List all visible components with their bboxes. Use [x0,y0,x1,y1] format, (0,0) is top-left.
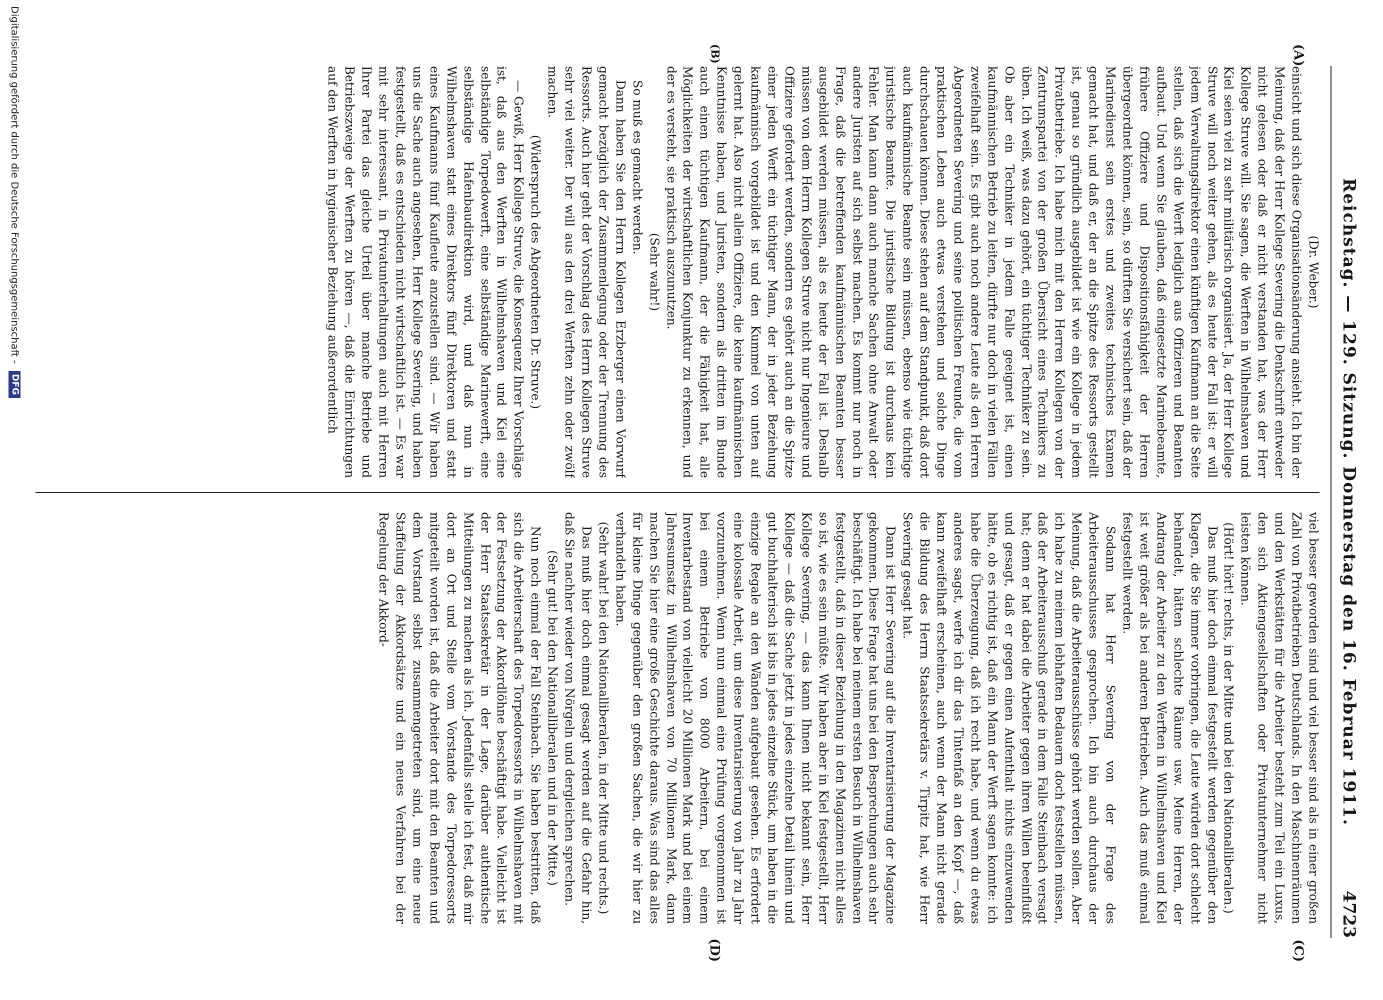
margin-mark-a: (A) [1290,44,1305,67]
paragraph: Sodann hat Herr Severing von der Frage des Arbeiterausschusses gesprochen. Ich bin auch durchaus der Meinung, daß die Arbeiterausschüsse gehört werden sollen. Aber ich habe zu meinem lebhaften Bedauern doch feststellen müssen, daß der Arbeiterausschuß gerade in dem Falle Steinbach versagt hat; denn er hat dabei die Arbeiter gegen ihren Willen beeinflußt und gesagt, daß er gegen einen Aufenthalt nichts einzuwenden hätte, ob es richtig ist, daß ein Mann der Werft sagen konnte: ich habe die Überzeugung, daß ich recht habe, und wenn du etwas anderes sagst, werfe ich dir das Tintenfaß an den Kopf —, daß kann zweifelhaft erscheinen, auch wenn der Mann nicht gerade die Bildung des Herrn Staatssekretärs v. Tirpitz hat, wie Herr Severing gesagt hat. [900,512,1118,924]
dfg-logo: DFG [8,371,20,398]
reaction: (Sehr wahr!) [646,232,661,312]
paragraph: Das muß hier doch einmal gesagt werden auf die Gefahr hin, daß Sie nachher wieder von Nörgeln und dergleichen sprechen. [562,512,594,924]
speaker-label: (Dr. Weber.) [1306,235,1320,309]
page-title: Reichstag. — 129. Sitzung. Donnerstag den 16. Februar 1911. [1338,178,1358,826]
column-divider [35,492,1319,493]
paragraph: Nun noch einmal der Fall Steinbach. Sie haben bestritten, daß sich die Arbeiterschaft des Torpedoressorts in Wilhelmshaven mit der Festsetzung der Akkordlöhne beschäftigt habe. Vielleicht ist der Herr Staatssekretär in der Lage, darüber authentische Mitteilungen zu machen als ich. Jedenfalls stelle ich fest, daß mir dort an Ort und Stelle vom Vorstande des Torpedoressorts mitgeteilt worden ist, daß die Arbeiter dort mit den Beamten und dem Vorstand selbst zusammengetreten sind, um eine neue Staffelung der Akkordsätze und ein neues Verfahren bei der Regelung der Akkord- [376,512,543,924]
paragraph: So muß es gemacht werden. [629,80,644,255]
page-header [1330,66,1361,938]
reaction: (Sehr wahr! bei den Nationalliberalen, in der Mitte und rechts.) [595,521,610,915]
reaction: (Hört! hört! rechts, in der Mitte und bei den Nationalliberalen.) [1221,522,1236,914]
newspaper-page [35,44,1361,962]
paragraph: — Gewiß, Herr Kollege Struve, die Konsequenz Ihrer Vorschläge ist, daß aus den Werften in Wilhelmshaven und Kiel eine selbständige Torpedowerft, eine selbständige Marinewerft, eine selbständige Hafenbaudirektion wird, und daß nun in Wilhelmshaven statt eines Direktors fünf Direktoren und statt eines Kaufmanns fünf Kaufleute anzustellen sind. — Wir haben uns die Sache auch angesehen, Herr Kollege Severing, und haben festgestellt, daß es entschieden nicht wirtschaftlich ist. — Es war mit sehr interessant, in Privatunterhaltungen auch mit Herren Ihrer Partei das gleiche Urteil über manche Betriebe und Betriebszweige der Werften zu hören —, daß die Einrichtungen auf den Werften in hygienischer Beziehung außerordentlich [325,66,526,478]
footer-text: Digitalisierung gefördert durch die Deutsche Forschungsgemeinschaft - [8,6,19,364]
left-column [35,66,1321,478]
paragraph: einsicht und sich diese Organisationsänderung ansieht. Ich bin der Meinung, daß der Herr Kollege Severing die Denkschrift entweder nicht gelesen oder daß er nicht verstanden hat, was der Herr Kollege Struve will. Sie sagen, die Werften in Wilhelmshaven und Kiel seien viel zu sehr militärisch organisiert. Ja, der Herr Kollege Struve will noch weiter gehen, als es heute der Fall ist: er will jedem Verwaltungsdirektor einen künftigen Kaufmann an die Seite stellen, daß sich die Werft lediglich aus Offizieren und Beamten aufbaut. Und wenn Sie glauben, daß eingesetzte Marinebeamte, frühere Offiziere und Dispositionsfähigkeit der Herren übergeordnet können, sein, so dürften Sie versichert sein, daß der Marinedienst sein erstes und zweites technisches Examen gemacht hat, und daß er, der an die Spitze des Ressorts gestellt ist, genau so gründlich ausgebildet ist wie ein Kollege in jedem Privatbetriebe. Ich habe mich mit den Herren Kollegen von der Zentrumspartei von der großen Übersicht eines Technikers zu üben. Ich weiß, was dazu gehört, ein tüchtiger Techniker zu sein. Ob aber ein Techniker in jedem Falle geeignet ist, einen kaufmännischen Betrieb zu leiten, dürfte nur doch in vielen Fällen zweifelhaft sein. Es gibt auch noch andere Leute als den Herren Abgeordneten Severing und seine politischen Freunde, die vom praktischen Leben auch etwas verstehen und solche Dinge durchschauen können. Diese stehen auf dem Standpunkt, daß dort auch kaufmännische Beamte sein müssen, ebenso wie tüchtige juristische Beamte. Die juristische Bildung ist durchaus kein Fehler. Man kann dann auch manche Sachen ohne Anwalt oder andere Juristen auf sich selbst machen. Es kommt nur noch in Frage, daß die betreffenden kaufmännischen Beamten besser ausgebildet werden müssen, als es heute der Fall ist. Deshalb müssen von dem Herrn Kollegen Struve nicht nur Ingenieure und Offiziere gefordert werden, sondern es gehört auch an die Spitze einer jeden Werft ein tüchtiger Mann, der in jeder Beziehung kaufmännisch vorgebildet ist und den Kummel von unten auf gelernt hat. Also nicht allein Offiziere, die keine kaufmännischen Kenntnisse haben, und Juristen, sondern als dritten im Bunde auch einen tüchtigen Kaufmann, der die Fähigkeit hat, alle Möglichkeiten der wirtschaftlichen Konjunktur zu erkennen, und der es versteht, sie praktisch auszunutzen. [663,66,1304,478]
margin-mark-b: (B) [708,44,721,64]
digitization-footer [4,6,20,1000]
paragraph: viel besser geworden sind und viel besser sind als in einer großen Zahl von Privatbetrieben Deutschlands. In den Maschinenräumen und den Werkstätten für die Arbeiter besteht zum Teil ein Luxus, den sich Aktiengesellschaften oder Privatunternehmer nicht leisten können. [1238,512,1320,924]
right-column [35,512,1321,924]
margin-mark-d: (D) [706,938,721,962]
reaction: (Sehr gut! bei den Nationalliberalen und in der Mitte.) [545,550,560,886]
page-number: 4723 [1338,890,1358,938]
paragraph: Das muß hier doch einmal festgestellt werden gegenüber den Klagen, die Sie immer vorbringen, die Leute würden dort schlecht behandelt, hätten schlechte Räume usw. Meine Herren, der Andrang der Arbeiter zu den Werften in Wilhelmshaven und Kiel ist weit größer als bei anderen Betrieben. Auch das muß einmal festgestellt werden. [1120,512,1219,924]
paragraph: Dann ist Herr Severing auf die Inventarisierung der Magazine gekommen. Diese Frage hat uns bei den Besprechungen auch sehr beschäftigt. Ich habe bei meinem ersten Besuch in Wilhelmshaven festgestellt, daß in dieser Beziehung in den Magazinen nicht alles so ist, wie es sein müßte. Wir haben aber in Kiel festgestellt, Herr Kollege Severing, — das kann Ihnen nicht bekannt sein, Herr Kollege — daß die Sache jetzt in jedes einzelne Detail hinein und gut buchhalterisch ist bis in jedes einzelne Stück, um haben in die einzige Regale an den Wänden aufgebaut gesehen. Es erfordert eine kolossale Arbeit, um diese Inventarisierung von Jahr zu Jahr vorzunehmen. Wenn nun einmal eine Prüfung vorgenommen ist bei einem Betriebe von 8000 Arbeitern, bei einem Inventarbestand von vielleicht 20 Millionen Mark und bei einem Jahresumsatz in Wilhelmshaven von 70 Millionen Mark, dann machen Sie hier eine große Geschichte daraus. Was sind das alles für kleine Dinge gegenüber den großen Sachen, die wir hier zu verhandeln haben. [612,512,898,924]
reaction: (Widerspruch des Abgeordneten Dr. Struve.) [528,134,543,410]
paragraph: Dann haben Sie den Herrn Kollegen Erzberger einen Vorwurf gemacht bezüglich der Zusammenlegung oder der Trennung des Ressorts. Auch hier geht der Vorschlag des Herrn Kollegen Struve sehr viel weiter. Der will aus den drei Werften zehn oder zwölf machen. [545,66,627,478]
margin-mark-c: (C) [1290,939,1305,962]
